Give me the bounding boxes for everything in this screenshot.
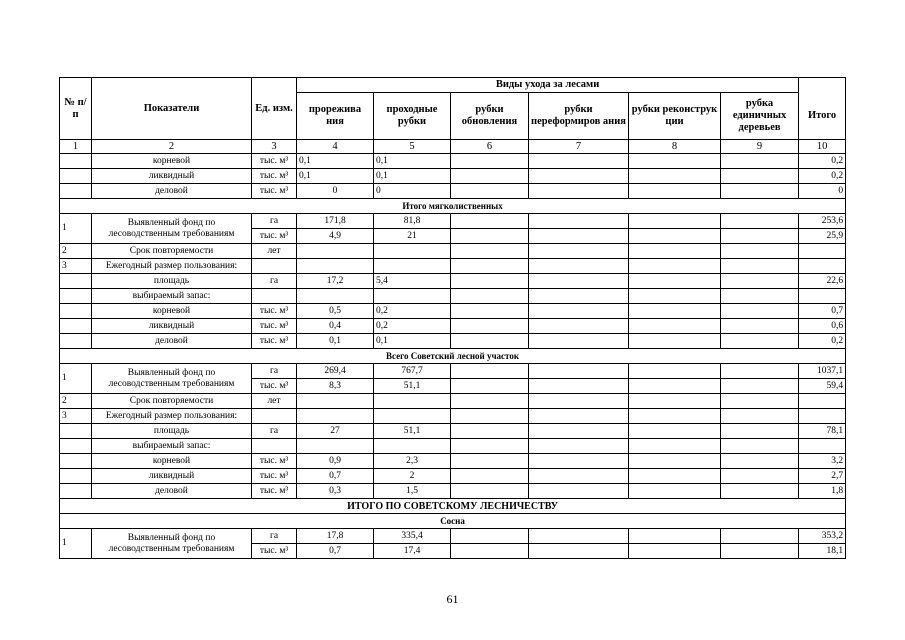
row-label: выбираемый запас: (92, 289, 252, 304)
section-subheading: Сосна (60, 514, 846, 529)
col-number: 1 (60, 140, 92, 154)
table-row: 2 Срок повторяемости лет (60, 394, 846, 409)
col-number: 2 (92, 140, 252, 154)
col-number: 8 (629, 140, 721, 154)
row-label: Выявленный фонд по лесоводственным требованиям (92, 529, 252, 559)
row-unit: тыс. м³ (252, 154, 297, 169)
col-number: 6 (451, 140, 529, 154)
row-label: площадь (92, 424, 252, 439)
row-unit: тыс. м³ (252, 169, 297, 184)
header-type-passage: проходные рубки (374, 93, 451, 140)
row-label: площадь (92, 274, 252, 289)
table-row: ликвидный тыс. м³ 0,4 0,2 0,6 (60, 319, 846, 334)
table-row: 2 Срок повторяемости лет (60, 244, 846, 259)
row-label: корневой (92, 454, 252, 469)
section-heading: ИТОГО ПО СОВЕТСКОМУ ЛЕСНИЧЕСТВУ (60, 499, 846, 514)
row-label: Выявленный фонд по лесоводственным требованиям (92, 214, 252, 244)
header-type-thinning: прорежива ния (297, 93, 374, 140)
table-row: ликвидный тыс. м³ 0,7 2 2,7 (60, 469, 846, 484)
col-number: 10 (799, 140, 846, 154)
table-row: деловой тыс. м³ 0,3 1,5 1,8 (60, 484, 846, 499)
col-number: 4 (297, 140, 374, 154)
table-row: 1 Выявленный фонд по лесоводственным требованиям га 17,8 335,4 353,2 (60, 529, 846, 544)
row-label: Срок повторяемости (92, 394, 252, 409)
header-type-single-trees: рубка единичных деревьев (721, 93, 799, 140)
forest-care-table (59, 77, 846, 559)
row-label: деловой (92, 334, 252, 349)
table-row: деловой тыс. м³ 0,1 0,1 0,2 (60, 334, 846, 349)
col-number: 9 (721, 140, 799, 154)
row-label: ликвидный (92, 319, 252, 334)
header-type-reformation: рубки переформиров ания (529, 93, 629, 140)
row-label: Срок повторяемости (92, 244, 252, 259)
row-label: корневой (92, 304, 252, 319)
table-row: тыс. м³ 0,7 17,4 18,1 (60, 544, 846, 559)
table-row: 3 Ежегодный размер пользования: (60, 259, 846, 274)
table-row: 3 Ежегодный размер пользования: (60, 409, 846, 424)
table-row: ликвидный тыс. м³ 0,1 0,1 0,2 (60, 169, 846, 184)
row-label: деловой (92, 184, 252, 199)
header-type-reconstruction: рубки реконструк ции (629, 93, 721, 140)
row-label: ликвидный (92, 469, 252, 484)
row-unit: тыс. м³ (252, 184, 297, 199)
header-total-top (799, 78, 846, 93)
table-row (60, 439, 846, 454)
row-label: выбираемый запас: (92, 439, 252, 454)
page-number: 61 (446, 592, 459, 606)
col-number: 7 (529, 140, 629, 154)
table-row: тыс. м³ 8,3 51,1 59,4 (60, 379, 846, 394)
row-label: деловой (92, 484, 252, 499)
col-number: 5 (374, 140, 451, 154)
header-indicators: Показатели (92, 78, 252, 140)
table-row: тыс. м³ 4,9 21 25,9 (60, 229, 846, 244)
row-label: Выявленный фонд по лесоводственным требованиям (92, 364, 252, 394)
row-label: Ежегодный размер пользования: (92, 409, 252, 424)
section-heading: Всего Советский лесной участок (60, 349, 846, 364)
header-types-title: Виды ухода за лесами (297, 78, 799, 93)
header-num: № п/ п (60, 78, 92, 140)
section-heading: Итого мягколиственных (60, 199, 846, 214)
row-label: ликвидный (92, 169, 252, 184)
table-row: корневой тыс. м³ 0,5 0,2 0,7 (60, 304, 846, 319)
table-row: корневой тыс. м³ 0,1 0,1 0,2 (60, 154, 846, 169)
table-row: корневой тыс. м³ 0,9 2,3 3,2 (60, 454, 846, 469)
header-total: Итого (799, 93, 846, 140)
col-number: 3 (252, 140, 297, 154)
table-row: площадь га 27 51,1 78,1 (60, 424, 846, 439)
row-label: корневой (92, 154, 252, 169)
header-type-renewal: рубки обновления (451, 93, 529, 140)
table-row: площадь га 17,2 5,4 22,6 (60, 274, 846, 289)
table-row: 1 Выявленный фонд по лесоводственным требованиям га 269,4 767,7 1037,1 (60, 364, 846, 379)
table-row (60, 289, 846, 304)
table-row: 1 Выявленный фонд по лесоводственным требованиям га 171,8 81,8 253,6 (60, 214, 846, 229)
row-label: Ежегодный размер пользования: (92, 259, 252, 274)
table-row: деловой тыс. м³ 0 0 0 (60, 184, 846, 199)
header-unit: Ед. изм. (252, 78, 297, 140)
